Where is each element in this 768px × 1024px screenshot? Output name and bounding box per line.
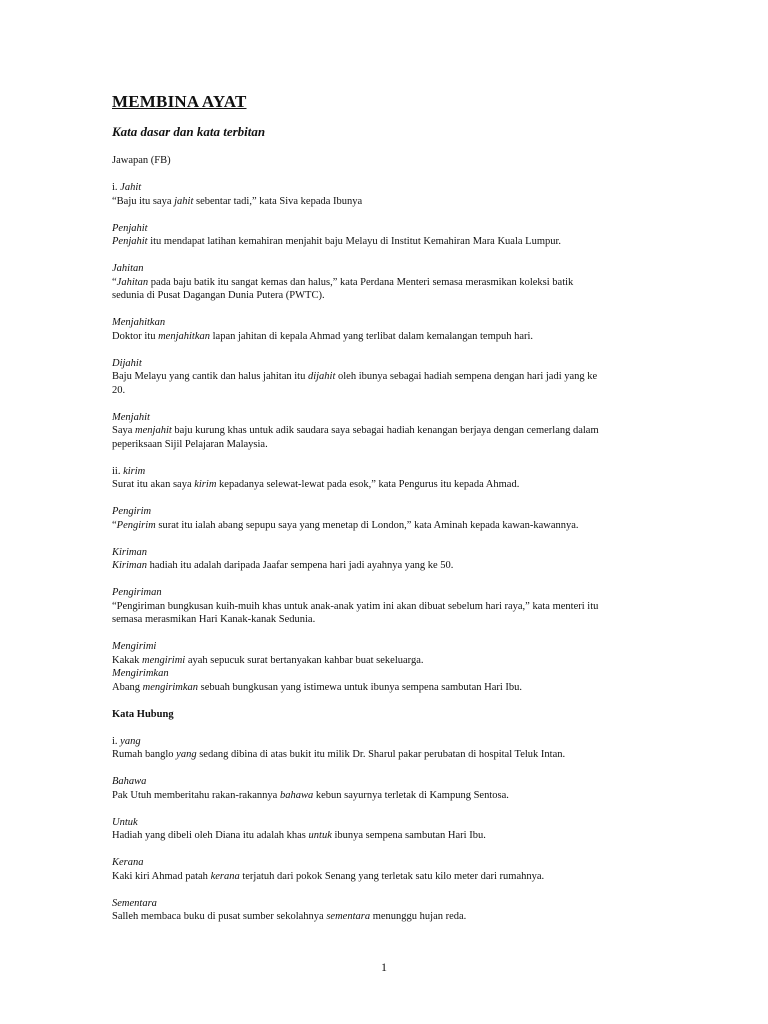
entry-mengirimi bbox=[112, 640, 652, 667]
word-label-mengirimkan: Mengirimkan bbox=[112, 668, 169, 679]
entry-kiriman bbox=[112, 546, 652, 573]
entry-kirim bbox=[112, 465, 652, 492]
word-label-kerana: Kerana bbox=[112, 857, 144, 868]
entry-bahawa bbox=[112, 775, 652, 802]
word-label-menjahitkan: Menjahitkan bbox=[112, 317, 166, 328]
word-label-pengirim: Pengirim bbox=[112, 506, 152, 517]
document-subtitle: Kata dasar dan kata terbitan bbox=[112, 124, 266, 139]
sentence-kerana: Kaki kiri Ahmad patah kerana terjatuh dari pokok Senang yang terletak satu kilo meter dari rumahnya. bbox=[112, 870, 545, 882]
entry-sementara bbox=[112, 897, 652, 924]
sentence-penjahit: Penjahit itu mendapat latihan kemahiran menjahit baju Melayu di Institut Kemahiran Mara Kuala Lumpur. bbox=[112, 236, 562, 247]
entry-mengirimkan bbox=[112, 667, 652, 694]
entry-kerana bbox=[112, 856, 652, 883]
entry-pengiriman bbox=[112, 586, 652, 627]
word-label-untuk: Untuk bbox=[112, 816, 138, 828]
entry-menjahitkan bbox=[112, 316, 652, 343]
word-label-penjahit: Penjahit bbox=[112, 222, 148, 234]
sentence-yang: Rumah banglo yang sedang dibina di atas bukit itu milik Dr. Sharul pakar perubatan di hospital Teluk Intan. bbox=[112, 749, 566, 760]
entry-jahit bbox=[112, 181, 652, 208]
word-label-kiriman: Kiriman bbox=[112, 546, 148, 558]
sentence-jahitan-cont: sedunia di Pusat Dagangan Dunia Putera (PWTC). bbox=[112, 290, 325, 301]
sentence-bahawa: Pak Utuh memberitahu rakan-rakannya bahawa kebun sayurnya terletak di Kampung Sentosa. bbox=[112, 789, 509, 801]
entry-jahitan bbox=[112, 262, 652, 303]
entry-yang bbox=[112, 735, 652, 762]
word-label-jahitan: Jahitan bbox=[112, 263, 144, 274]
sentence-jahit: “Baju itu saya jahit sebentar tadi,” kata Siva kepada Ibunya bbox=[112, 195, 363, 207]
entry-menjahit bbox=[112, 411, 652, 452]
word-label-dijahit: Dijahit bbox=[112, 357, 142, 369]
word-label-pengiriman: Pengiriman bbox=[112, 587, 162, 598]
sentence-pengirim: “Pengirim surat itu ialah abang sepupu saya yang menetap di London,” kata Aminah kepada kawan-kawannya. bbox=[112, 519, 579, 531]
section-heading-kirim: ii. kirim bbox=[112, 465, 146, 477]
entry-dijahit bbox=[112, 357, 652, 398]
sentence-menjahit: Saya menjahit baju kurung khas untuk adik saudara saya sebagai hadiah kenangan berjaya dengan cemerlang dalam bbox=[112, 425, 599, 436]
sentence-pengiriman-cont: semasa merasmikan Hari Kanak-kanak Sedunia. bbox=[112, 614, 316, 625]
sentence-kirim: Surat itu akan saya kirim kepadanya selewat-lewat pada esok,” kata Pengurus itu kepada Ahmad. bbox=[112, 479, 520, 490]
section-heading-kata-hubung: Kata Hubung bbox=[112, 708, 174, 720]
entry-kata-hubung bbox=[112, 708, 652, 722]
word-label-mengirimi: Mengirimi bbox=[112, 641, 157, 652]
sentence-pengiriman: “Pengiriman bungkusan kuih-muih khas untuk anak-anak yatim ini akan dibuat sebelum hari raya,” kata menteri itu bbox=[112, 600, 599, 612]
sentence-dijahit: Baju Melayu yang cantik dan halus jahitan itu dijahit oleh ibunya sebagai hadiah sempena dengan hari jadi yang ke bbox=[112, 371, 598, 382]
answer-label: Jawapan (FB) bbox=[112, 155, 171, 166]
entry-pengirim bbox=[112, 505, 652, 532]
document-title: MEMBINA AYAT bbox=[112, 92, 247, 111]
sentence-menjahit-cont: peperiksaan Sijil Pelajaran Malaysia. bbox=[112, 438, 268, 450]
sentence-kiriman: Kiriman hadiah itu adalah daripada Jaafar sempena hari jadi ayahnya yang ke 50. bbox=[112, 560, 454, 571]
sentence-sementara: Salleh membaca buku di pusat sumber sekolahnya sementara menunggu hujan reda. bbox=[112, 911, 467, 922]
page-number: 1 bbox=[381, 960, 387, 974]
sentence-menjahitkan: Doktor itu menjahitkan lapan jahitan di kepala Ahmad yang terlibat dalam kemalangan tempuh hari. bbox=[112, 330, 534, 342]
document-page bbox=[112, 92, 652, 937]
section-heading-jahit: i. Jahit bbox=[112, 182, 142, 193]
sentence-untuk: Hadiah yang dibeli oleh Diana itu adalah khas untuk ibunya sempena sambutan Hari Ibu. bbox=[112, 830, 486, 841]
entry-untuk bbox=[112, 816, 652, 843]
word-label-yang: i. yang bbox=[112, 735, 141, 747]
sentence-dijahit-cont: 20. bbox=[112, 384, 126, 396]
word-label-menjahit: Menjahit bbox=[112, 411, 150, 423]
sentence-mengirimi: Kakak mengirimi ayah sepucuk surat bertanyakan kahbar buat sekeluarga. bbox=[112, 654, 424, 666]
entry-penjahit bbox=[112, 222, 652, 249]
sentence-mengirimkan: Abang mengirimkan sebuah bungkusan yang istimewa untuk ibunya sempena sambutan Hari Ibu. bbox=[112, 681, 523, 693]
sentence-jahitan: “Jahitan pada baju batik itu sangat kemas dan halus,” kata Perdana Menteri semasa merasmikan koleksi batik bbox=[112, 276, 574, 288]
word-label-bahawa: Bahawa bbox=[112, 776, 147, 787]
word-label-sementara: Sementara bbox=[112, 897, 157, 909]
